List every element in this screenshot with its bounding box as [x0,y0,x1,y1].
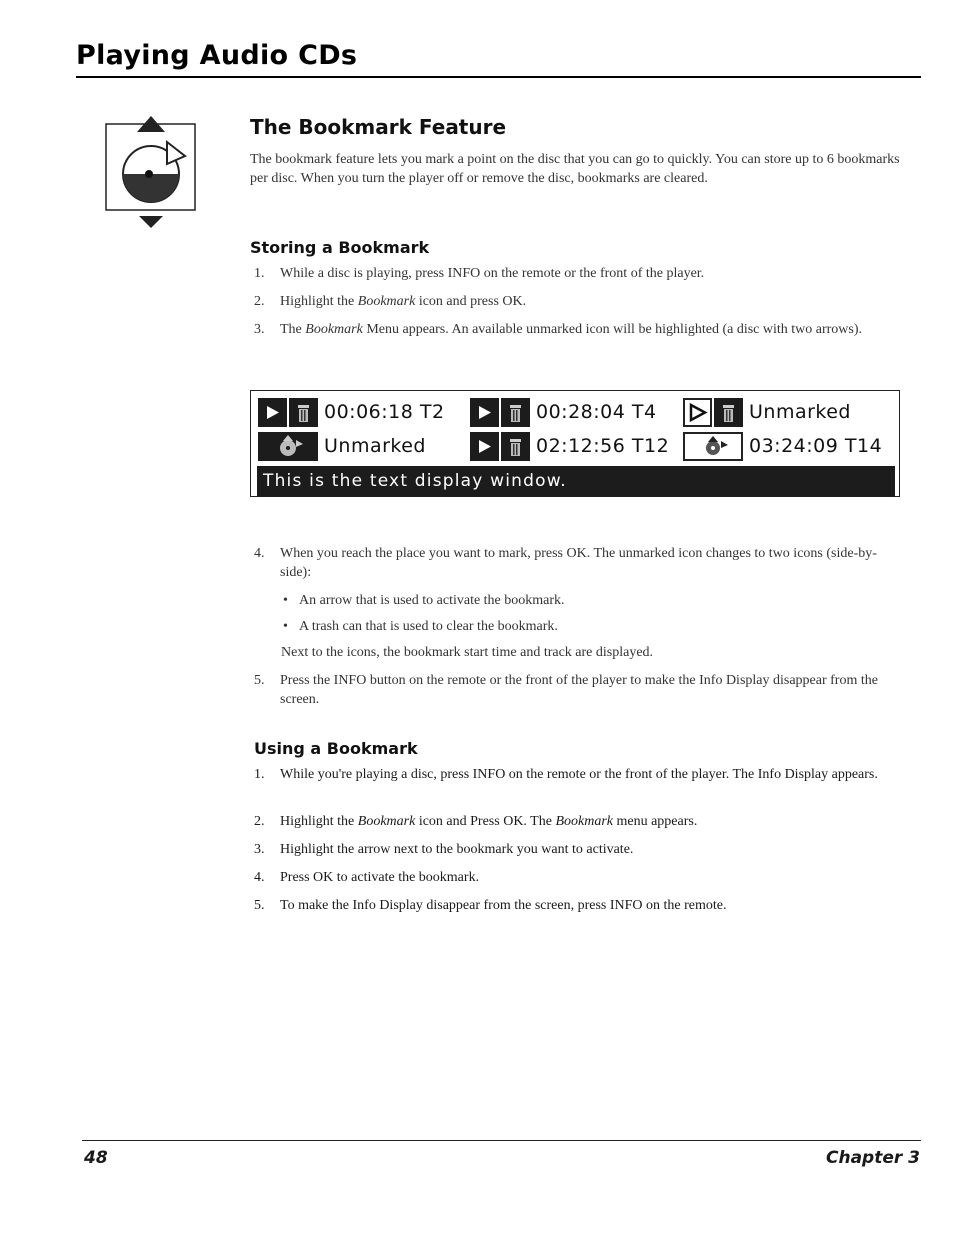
page-header-title: Playing Audio CDs [76,40,358,71]
trash-icon[interactable] [714,398,743,427]
bookmark-time-label: Unmarked [749,401,851,423]
intro-paragraph: The bookmark feature lets you mark a point on the disc that you can go to quickly. You can store up to 6 bookmarks per disc. When you turn the player off or remove the disc, bookmarks are cleared. [250,152,900,186]
header-divider [76,76,921,78]
using-heading: Using a Bookmark [254,739,418,758]
trash-icon[interactable] [501,432,530,461]
arrow-icon[interactable] [470,398,499,427]
cd-bookmark-icon [105,112,197,230]
bookmark-slot[interactable] [258,431,426,461]
trash-icon[interactable] [289,398,318,427]
bookmark-time-label: Unmarked [324,435,426,457]
footer-divider [82,1140,921,1141]
arrow-icon[interactable] [470,432,499,461]
bookmark-time-label: 02:12:56 T12 [536,435,670,457]
section-title: The Bookmark Feature [250,115,507,139]
page-number: 48 [84,1148,108,1168]
chapter-label: Chapter 3 [825,1148,920,1168]
arrow-icon[interactable] [683,398,712,427]
text-display-window: This is the text display window. [257,466,895,497]
bookmark-time-label: 03:24:09 T14 [749,435,883,457]
unmarked-disc-icon[interactable] [683,432,743,461]
storing-heading: Storing a Bookmark [250,238,430,257]
bookmark-slot[interactable] [470,397,657,427]
arrow-icon[interactable] [258,398,287,427]
bullet-followup-text: Next to the icons, the bookmark start time and track are displayed. [281,645,654,660]
bookmark-slot[interactable] [470,431,669,461]
bookmark-slot[interactable] [683,397,851,427]
bookmark-time-label: 00:28:04 T4 [536,401,657,423]
trash-icon[interactable] [501,398,530,427]
bookmark-time-label: 00:06:18 T2 [324,401,445,423]
bookmark-menu-display [250,390,900,497]
bookmark-slot[interactable] [258,397,445,427]
bookmark-slot[interactable] [683,431,882,461]
unmarked-disc-icon[interactable] [258,432,318,461]
